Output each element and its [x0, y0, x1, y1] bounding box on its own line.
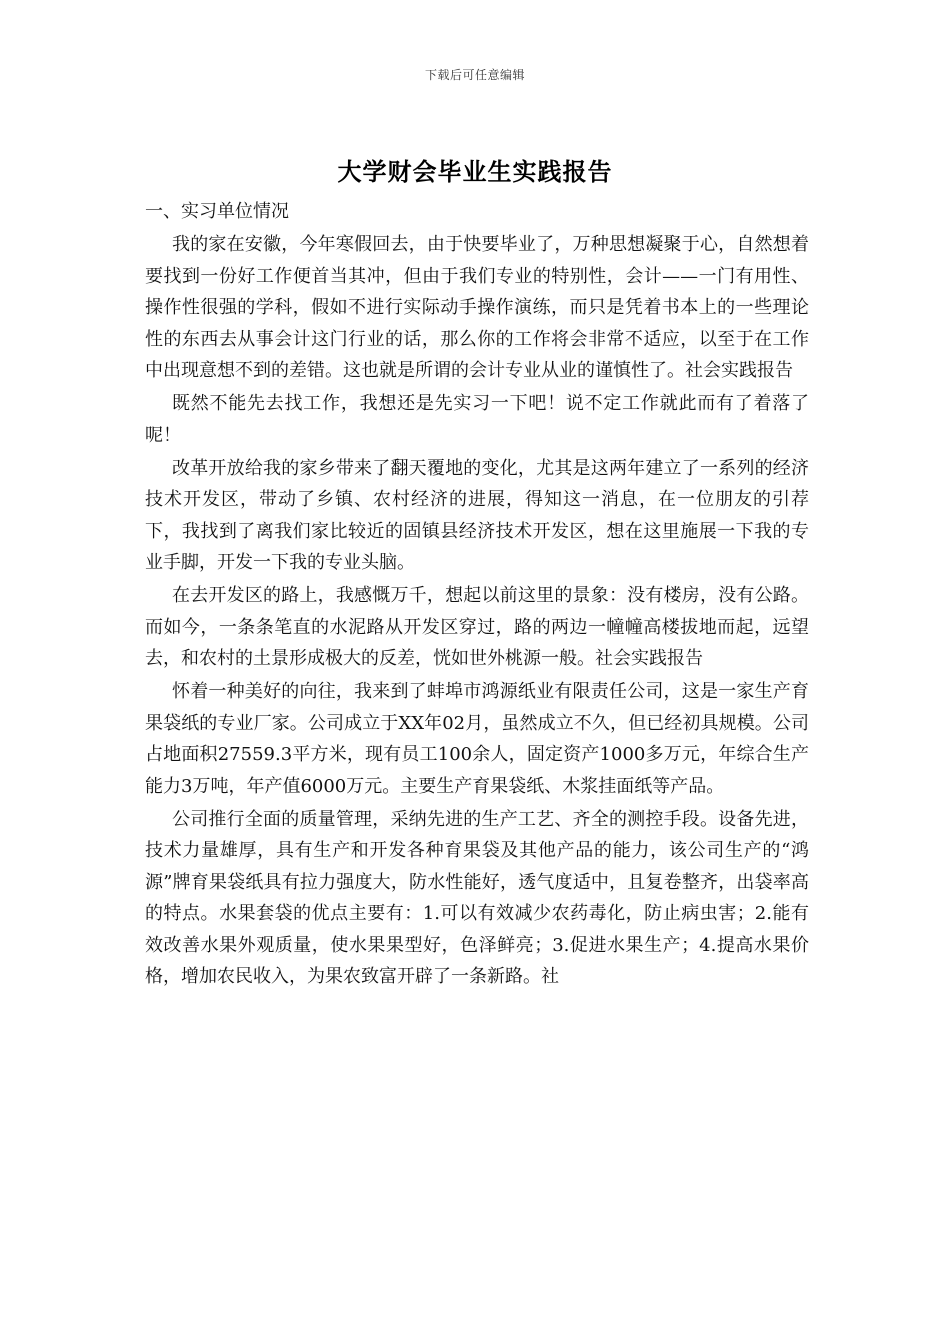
paragraph: 公司推行全面的质量管理，采纳先进的生产工艺、齐全的测控手段。设备先进，技术力量雄厚，具有生产和开发各种育果袋及其他产品的能力，该公司生产的“鸿源”牌育果袋纸具有拉力强度大，防水性能好，透气度适中，且复卷整齐，出袋率高的特点。水果套袋的优点主要有：1.可以有效减少农药毒化，防止病虫害；2.能有效改善水果外观质量，使水果果型好，色泽鲜亮；3.促进水果生产；4.提高水果价格，增加农民收入，为果农致富开辟了一条新路。社	[145, 808, 809, 987]
header-note: 下载后可任意编辑	[424, 68, 525, 82]
paragraph: 改革开放给我的家乡带来了翻天覆地的变化，尤其是这两年建立了一系列的经济技术开发区，带动了乡镇、农村经济的进展，得知这一消息，在一位朋友的引荐下，我找到了离我们家比较近的固镇县经济技术开发区，想在这里施展一下我的专业手脚，开发一下我的专业头脑。	[145, 457, 809, 573]
paragraph: 怀着一种美好的向往，我来到了蚌埠市鸿源纸业有限责任公司，这是一家生产育果袋纸的专业厂家。公司成立于XX年02月，虽然成立不久，但已经初具规模。公司占地面积27559.3平方米，现有员工100余人，固定资产1000多万元，年综合生产能力3万吨，年产值6000万元。主要生产育果袋纸、木浆挂面纸等产品。	[145, 681, 809, 797]
document-body	[145, 196, 809, 994]
paragraph: 既然不能先去找工作，我想还是先实习一下吧！说不定工作就此而有了着落了呢！	[145, 393, 809, 446]
document-title: 大学财会毕业生实践报告	[337, 157, 613, 186]
section-heading: 一、实习单位情况	[145, 201, 289, 222]
paragraph: 在去开发区的路上，我感慨万千，想起以前这里的景象：没有楼房，没有公路。而如今，一条条笔直的水泥路从开发区穿过，路的两边一幢幢高楼拔地而起，远望去，和农村的土景形成极大的反差，恍如世外桃源一般。社会实践报告	[145, 585, 809, 669]
paragraph: 我的家在安徽，今年寒假回去，由于快要毕业了，万种思想凝聚于心，自然想着要找到一份好工作便首当其冲，但由于我们专业的特别性，会计——一门有用性、操作性很强的学科，假如不进行实际动手操作演练，而只是凭着书本上的一些理论性的东西去从事会计这门行业的话，那么你的工作将会非常不适应，以至于在工作中出现意想不到的差错。这也就是所谓的会计专业从业的谨慎性了。社会实践报告	[145, 234, 809, 381]
